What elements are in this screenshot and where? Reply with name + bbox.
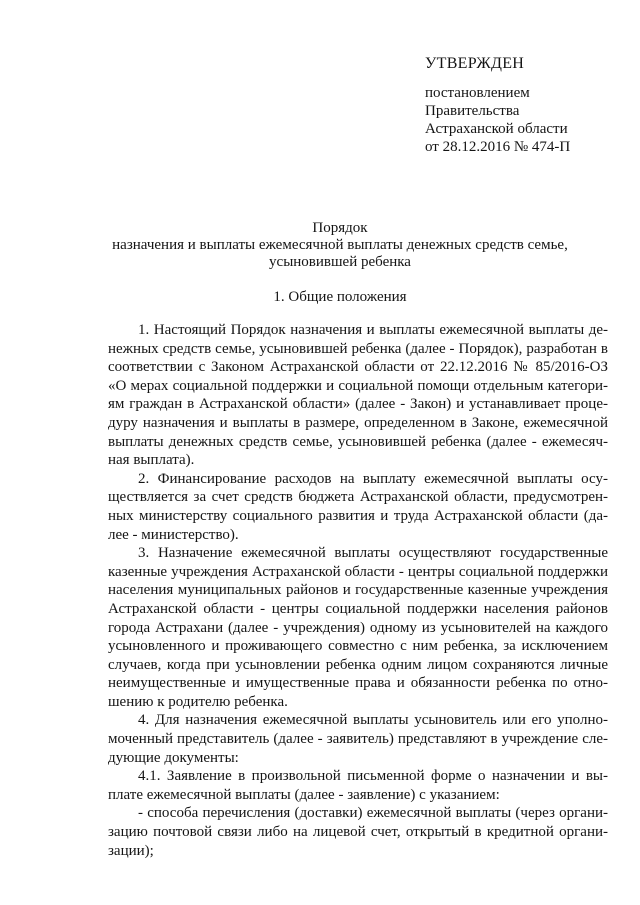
paragraph-line: Астраханской области - центры социальной поддержки населения районов <box>108 600 608 617</box>
paragraph-line: 4.1. Заявление в произвольной письменной форме о назначении и вы- <box>138 768 608 785</box>
approval-line: постановлением <box>425 85 530 101</box>
paragraph-line: лее - министерство). <box>108 526 239 543</box>
paragraph-line: моченный представитель (далее - заявитель) представляют в учреждение сле- <box>108 731 608 748</box>
paragraph-line: 4. Для назначения ежемесячной выплаты усыновитель или его уполно- <box>138 712 608 729</box>
paragraph-line: плате ежемесячной выплаты (далее - заявление) с указанием: <box>108 786 500 803</box>
paragraph-line: ных министерству социального развития и труда Астраханской области (да- <box>108 507 608 524</box>
paragraph-line: казенные учреждения Астраханской области - центры социальной поддержки <box>108 563 608 580</box>
paragraph-line: зацию почтовой связи либо на лицевой счет, открытый в кредитной органи- <box>108 824 608 841</box>
paragraph-line: - способа перечисления (доставки) ежемесячной выплаты (через органи- <box>138 805 608 822</box>
paragraph <box>108 321 608 470</box>
paragraph-line: населения муниципальных районов и государственные казенные учреждения <box>108 582 608 599</box>
paragraph-line: ществляется за счет средств бюджета Астраханской области, предусмотрен- <box>108 489 608 506</box>
paragraph-line: нежных средств семье, усыновившей ребенка (далее - Порядок), разработан в <box>108 340 608 357</box>
paragraph <box>108 470 608 544</box>
paragraph-line: ям граждан в Астраханской области» (далее - Закон) и устанавливает проце- <box>108 396 608 413</box>
paragraph-line: случаев, когда при усыновлении ребенка одним лицом сохраняются личные <box>108 656 608 673</box>
approval-line: Правительства <box>425 103 520 119</box>
paragraph-line: неимущественные и имущественные права и обязанности ребенка по отно- <box>108 675 608 692</box>
title-line: усыновившей ребенка <box>269 254 411 270</box>
paragraph-line: ная выплата). <box>108 452 195 469</box>
paragraph-line: 3. Назначение ежемесячной выплаты осуществляют государственные <box>138 545 608 562</box>
paragraph-line: 1. Настоящий Порядок назначения и выплаты ежемесячной выплаты де- <box>138 322 608 338</box>
paragraph-line: дующие документы: <box>108 749 239 766</box>
paragraph-line: города Астрахани (далее - учреждения) одному из усыновителей на каждого <box>108 619 608 636</box>
approval-stamp-block <box>425 55 625 156</box>
document-body <box>108 321 608 860</box>
approved-heading: УТВЕРЖДЕН <box>425 55 525 72</box>
paragraph-line: шению к родителю ребенка. <box>108 693 288 710</box>
section-heading: 1. Общие положения <box>273 289 407 305</box>
approval-line: Астраханской области <box>425 121 568 137</box>
paragraph-line: «О мерах социальной поддержки и социальной помощи отдельным категори- <box>108 377 608 394</box>
paragraph-line: усыновленного и проживающего совместно с ним ребенка, за исключением <box>108 638 608 655</box>
paragraph-line: зации); <box>108 842 154 859</box>
paragraph-line: 2. Финансирование расходов на выплату ежемесячной выплаты осу- <box>138 470 608 487</box>
paragraph-line: соответствии с Законом Астраханской области от 22.12.2016 № 85/2016-ОЗ <box>108 359 608 376</box>
paragraph <box>108 711 608 767</box>
approval-line: от 28.12.2016 № 474-П <box>425 139 571 155</box>
title-line: Порядок <box>312 220 368 236</box>
paragraph-line: дуру назначения и выплаты в размере, определенном в Законе, ежемесячной <box>108 414 608 431</box>
paragraph <box>108 767 608 804</box>
paragraph <box>108 544 608 711</box>
paragraph <box>108 804 608 860</box>
title-line: назначения и выплаты ежемесячной выплаты денежных средств семье, <box>112 237 568 253</box>
paragraph-line: выплаты денежных средств семье, усыновившей ребенка (далее - ежемесяч- <box>108 433 608 450</box>
document-title <box>60 220 620 271</box>
